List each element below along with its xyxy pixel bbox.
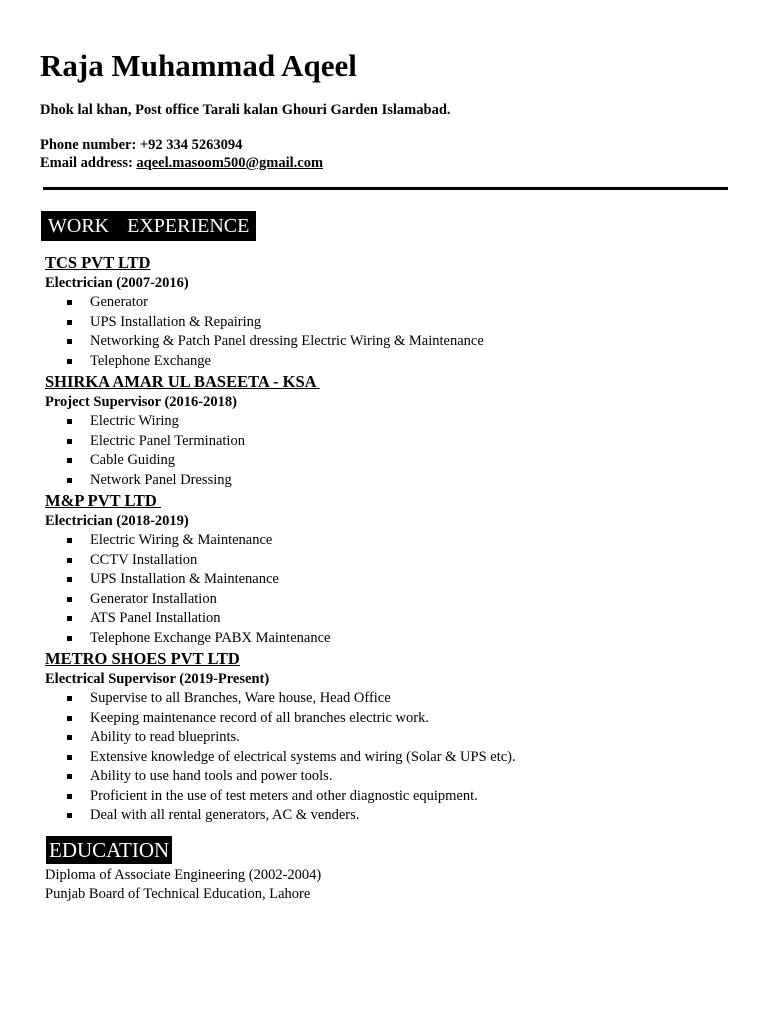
job-role: Electrical Supervisor (2019-Present): [45, 671, 270, 687]
job-company: SHIRKA AMAR UL BASEETA - KSA: [45, 372, 320, 391]
job-entry: [45, 252, 745, 371]
duty-item: Electric Panel Termination: [45, 432, 745, 452]
duty-item: Keeping maintenance record of all branches electric work.: [45, 709, 745, 729]
job-entry: [45, 490, 745, 648]
education-details: [45, 866, 321, 904]
candidate-name: Raja Muhammad Aqeel: [40, 48, 357, 83]
duty-item: Proficient in the use of test meters and other diagnostic equipment.: [45, 787, 745, 807]
duty-item: Electric Wiring & Maintenance: [45, 531, 745, 551]
job-company: M&P PVT LTD: [45, 491, 161, 510]
duty-item: Generator: [45, 293, 745, 313]
job-role: Electrician (2007-2016): [45, 275, 189, 291]
job-entry: [45, 371, 745, 490]
duty-item: Generator Installation: [45, 590, 745, 610]
duty-item: CCTV Installation: [45, 551, 745, 571]
work-experience-heading: WORK EXPERIENCE: [41, 211, 256, 241]
education-board: Punjab Board of Technical Education, Lahore: [45, 886, 311, 902]
job-company: METRO SHOES PVT LTD: [45, 649, 240, 668]
duty-item: Electric Wiring: [45, 412, 745, 432]
duty-item: Extensive knowledge of electrical systems and wiring (Solar & UPS etc).: [45, 748, 745, 768]
job-duties: [45, 412, 745, 490]
duty-item: Telephone Exchange: [45, 352, 745, 372]
job-role: Project Supervisor (2016-2018): [45, 394, 237, 410]
duty-item: UPS Installation & Repairing: [45, 313, 745, 333]
job-role: Electrician (2018-2019): [45, 513, 189, 529]
duty-item: Supervise to all Branches, Ware house, Head Office: [45, 689, 745, 709]
education-degree: Diploma of Associate Engineering (2002-2004): [45, 867, 322, 883]
duty-item: Ability to use hand tools and power tools.: [45, 767, 745, 787]
work-experience-list: [45, 252, 745, 826]
job-company: TCS PVT LTD: [45, 253, 151, 272]
duty-item: Telephone Exchange PABX Maintenance: [45, 629, 745, 649]
job-duties: [45, 531, 745, 648]
phone-line: [40, 136, 242, 155]
phone-number: +92 334 5263094: [139, 137, 243, 153]
phone-label: Phone number:: [40, 137, 137, 153]
email-line: [40, 154, 323, 173]
job-duties: [45, 689, 745, 826]
duty-item: Networking & Patch Panel dressing Electric Wiring & Maintenance: [45, 332, 745, 352]
email-label: Email address:: [40, 155, 133, 171]
email-link[interactable]: aqeel.masoom500@gmail.com: [136, 155, 324, 171]
duty-item: ATS Panel Installation: [45, 609, 745, 629]
address: Dhok lal khan, Post office Tarali kalan Ghouri Garden Islamabad.: [40, 102, 451, 118]
duty-item: UPS Installation & Maintenance: [45, 570, 745, 590]
job-duties: [45, 293, 745, 371]
education-heading: EDUCATION: [46, 836, 172, 864]
job-entry: [45, 648, 745, 826]
duty-item: Deal with all rental generators, AC & venders.: [45, 806, 745, 826]
duty-item: Ability to read blueprints.: [45, 728, 745, 748]
duty-item: Network Panel Dressing: [45, 471, 745, 491]
header-divider: [43, 187, 728, 190]
duty-item: Cable Guiding: [45, 451, 745, 471]
